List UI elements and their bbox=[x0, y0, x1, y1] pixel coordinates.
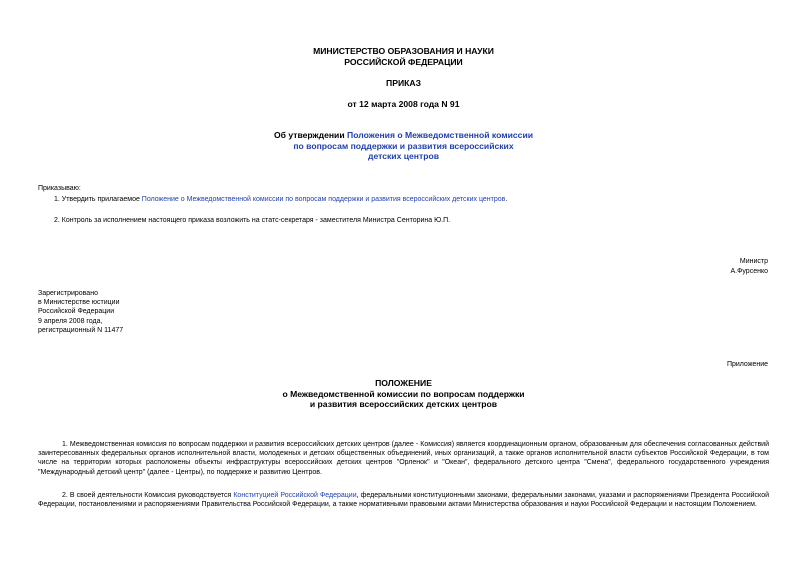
appendix-paragraph-2-prefix: 2. В своей деятельности Комиссия руководствуется bbox=[62, 492, 234, 499]
order-item-1-suffix: . bbox=[505, 196, 508, 203]
doc-title-link-line-3[interactable]: детских центров bbox=[368, 151, 439, 161]
appendix-label: Приложение bbox=[726, 361, 768, 368]
constitution-link[interactable]: Конституцией Российской Федерации bbox=[233, 492, 357, 499]
registration-line-2: в Министерстве юстиции bbox=[38, 299, 120, 307]
order-item-2: 2. Контроль за исполнением настоящего приказа возложить на статс-секретаря - заместителя Министра Сенторина Ю.П. bbox=[54, 217, 451, 224]
registration-line-5: регистрационный N 11477 bbox=[38, 326, 124, 334]
ministry-line-2: РОССИЙСКОЙ ФЕДЕРАЦИИ bbox=[344, 56, 463, 67]
order-item-1-prefix: 1. Утвердить прилагаемое bbox=[54, 196, 142, 203]
registration-line-4: 9 апреля 2008 года, bbox=[38, 317, 103, 325]
signature-name: А.Фурсенко bbox=[730, 268, 768, 276]
registration-block bbox=[38, 289, 123, 335]
appendix-title-line-3: и развития всероссийских детских центров bbox=[309, 399, 498, 409]
appendix-paragraph-2-suffix: , федеральными конституционными законами, федеральными законами, указами и распоряжениями Президента Российской Федерации, постановлениями и распоряжениями Правительства Российской Федерации, а также нормативными правовыми актами Министерства образования и науки Российской Федерации и настоящим Положением. bbox=[38, 492, 770, 509]
order-intro: Приказываю: bbox=[38, 185, 81, 192]
order-item-1 bbox=[54, 195, 774, 204]
signature-block bbox=[730, 257, 768, 276]
order-item-1-link[interactable]: Положение о Межведомственной комиссии по вопросам поддержки и развития всероссийских детских центров bbox=[141, 196, 506, 203]
doc-title-line-1 bbox=[0, 130, 807, 141]
appendix-title-line-1: ПОЛОЖЕНИЕ bbox=[375, 378, 432, 388]
doc-title-link[interactable]: Положения о Межведомственной комиссии bbox=[347, 130, 534, 140]
registration-line-3: Российской Федерации bbox=[38, 308, 115, 316]
ministry-header bbox=[0, 46, 807, 67]
doc-title bbox=[0, 130, 807, 162]
appendix-title bbox=[0, 378, 807, 410]
appendix-paragraph-2 bbox=[38, 491, 769, 509]
ministry-line-1: МИНИСТЕРСТВО ОБРАЗОВАНИЯ И НАУКИ bbox=[313, 46, 494, 56]
registration-line-1: Зарегистрировано bbox=[38, 290, 98, 297]
doc-title-prefix: Об утверждении bbox=[273, 130, 348, 140]
appendix-paragraph-1: 1. Межведомственная комиссия по вопросам поддержки и развития всероссийских детских центров (далее - Комиссия) является координационным органом, образованным для обеспечения согласованных действий заинтересованных федеральных органов исполнительной власти, молодежных и детских общественных объединений, иных организаций, а также органов исполнительной власти субъектов Российской Федерации, в том числе на территории которых расположены объекты инфраструктуры всероссийских детских центров "Орленок" и "Океан", федерального детского центра "Смена", федерального государственного учреждения "Международный детский центр" (далее - Центры), по поддержке и развитию Центров. bbox=[38, 441, 769, 476]
doc-title-link-line-2[interactable]: по вопросам поддержки и развития всероссийских bbox=[293, 140, 514, 151]
doc-type: ПРИКАЗ bbox=[386, 78, 421, 88]
signature-position: Министр bbox=[739, 258, 768, 265]
doc-date-number: от 12 марта 2008 года N 91 bbox=[347, 99, 460, 109]
appendix-title-line-2: о Межведомственной комиссии по вопросам поддержки bbox=[282, 388, 525, 399]
